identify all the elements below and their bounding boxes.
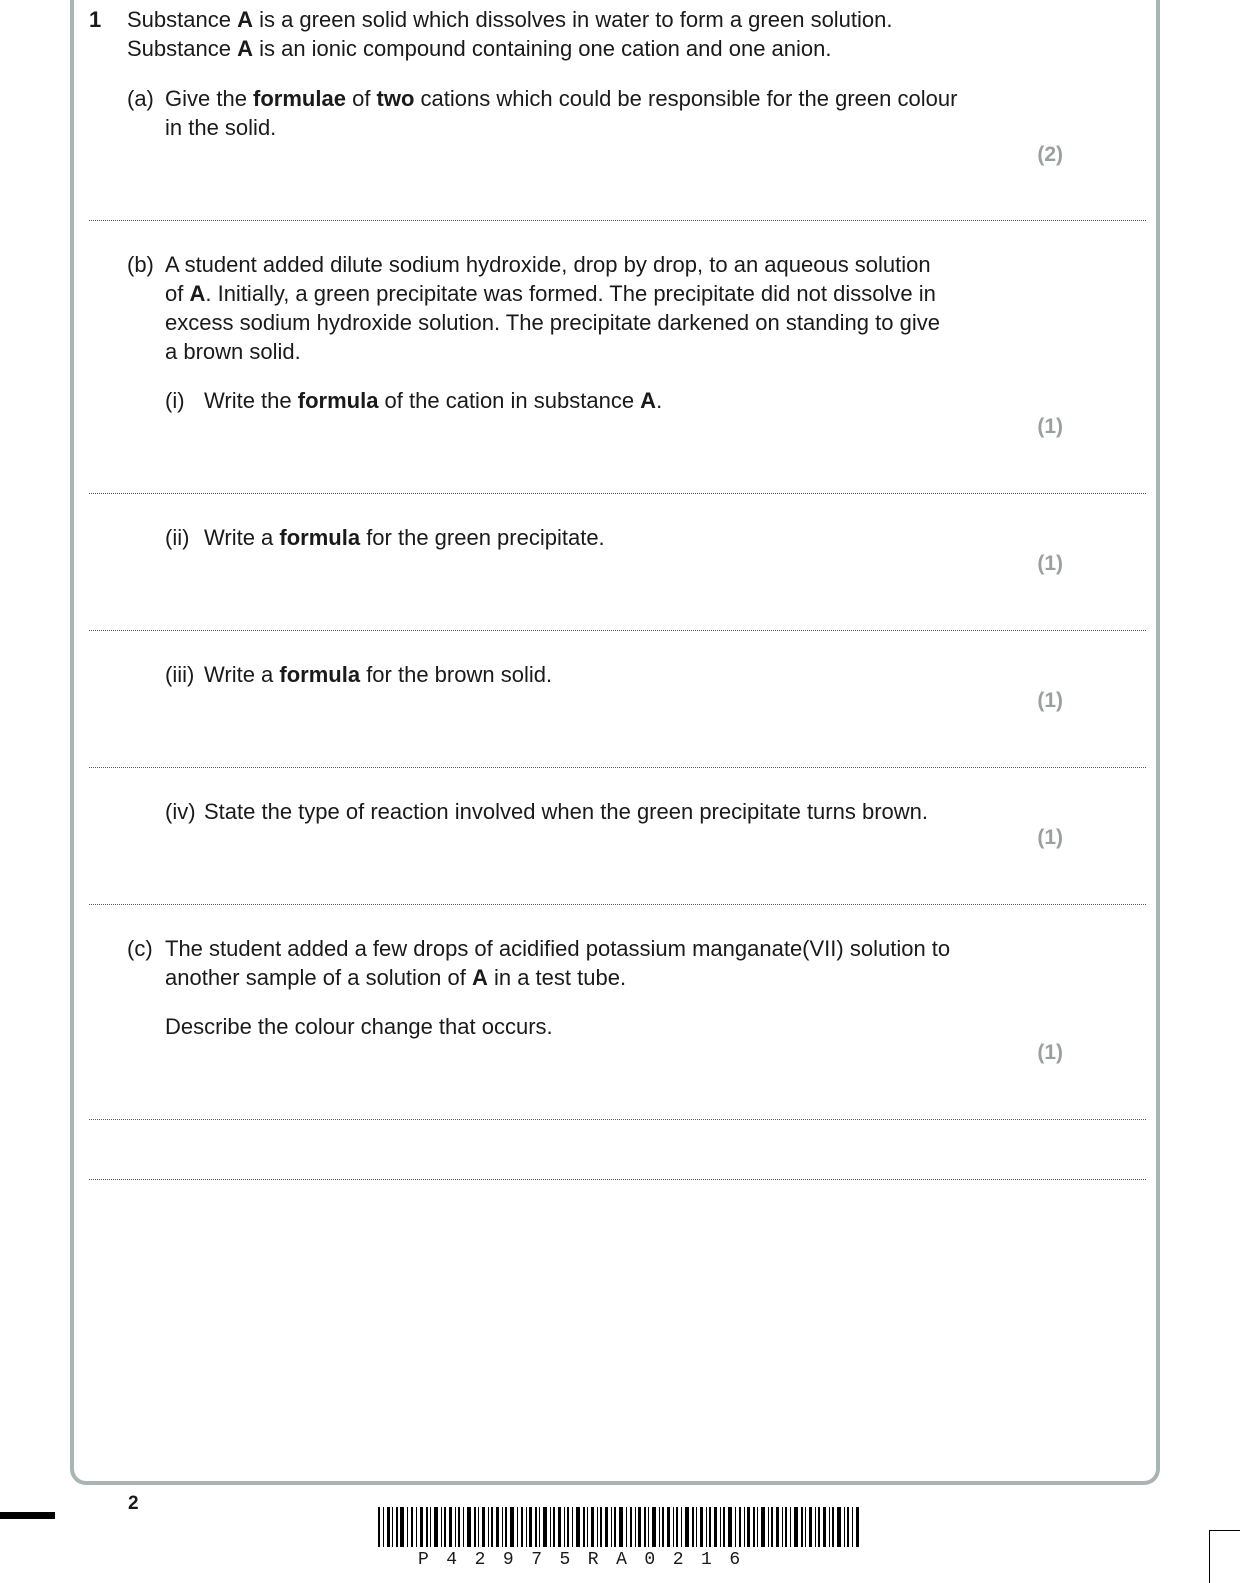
part-c-line1: The student added a few drops of acidified potassium manganate(VII) solution to xyxy=(165,936,951,961)
answer-line-c-1[interactable] xyxy=(89,1119,1146,1120)
answer-line-c-2[interactable] xyxy=(89,1179,1146,1180)
part-b-ii-label: (ii) xyxy=(165,525,190,550)
part-c-line3: Describe the colour change that occurs. xyxy=(165,1014,553,1039)
part-b-iv-label: (iv) xyxy=(165,799,196,824)
part-b-iii-label: (iii) xyxy=(165,662,195,687)
page-number: 2 xyxy=(128,1493,139,1514)
crop-mark xyxy=(1209,1530,1240,1583)
question-frame xyxy=(70,0,1160,1485)
part-b-line4: a brown solid. xyxy=(165,339,301,364)
part-b-i-marks: (1) xyxy=(1037,415,1063,438)
part-b-ii-marks: (1) xyxy=(1037,552,1063,575)
answer-line-b-iv[interactable] xyxy=(89,904,1146,905)
answer-line-b-iii[interactable] xyxy=(89,767,1146,768)
part-a-line2: in the solid. xyxy=(165,115,277,140)
part-a-marks: (2) xyxy=(1037,143,1063,166)
part-b-iv-text: State the type of reaction involved when the green precipitate turns brown. xyxy=(204,799,928,824)
part-b-line3: excess sodium hydroxide solution. The precipitate darkened on standing to give xyxy=(165,310,940,335)
margin-bar xyxy=(0,1512,55,1519)
part-b-iii-marks: (1) xyxy=(1037,689,1063,712)
part-a-line1: Give the formulae of two cations which could be responsible for the green colour xyxy=(165,86,958,111)
part-b-i-label: (i) xyxy=(165,388,185,413)
answer-line-a[interactable] xyxy=(89,220,1146,221)
question-intro-line1: Substance A is a green solid which dissolves in water to form a green solution. xyxy=(127,7,893,32)
part-c-label: (c) xyxy=(127,936,153,961)
part-c-marks: (1) xyxy=(1037,1041,1063,1064)
part-b-line2: of A. Initially, a green precipitate was formed. The precipitate did not dissolve in xyxy=(165,281,936,306)
question-number: 1 xyxy=(89,7,102,32)
part-b-iii-text: Write a formula for the brown solid. xyxy=(204,662,553,687)
part-b-iv-marks: (1) xyxy=(1037,826,1063,849)
part-c-line2: another sample of a solution of A in a test tube. xyxy=(165,965,627,990)
barcode-text: P42975RA0216 xyxy=(418,1550,758,1570)
part-a-label: (a) xyxy=(127,86,154,111)
barcode-icon xyxy=(378,1507,860,1547)
part-b-line1: A student added dilute sodium hydroxide, drop by drop, to an aqueous solution xyxy=(165,252,931,277)
answer-line-b-ii[interactable] xyxy=(89,630,1146,631)
question-intro-line2: Substance A is an ionic compound containing one cation and one anion. xyxy=(127,36,832,61)
part-b-i-text: Write the formula of the cation in substance A. xyxy=(204,388,663,413)
part-b-ii-text: Write a formula for the green precipitate. xyxy=(204,525,605,550)
answer-line-b-i[interactable] xyxy=(89,493,1146,494)
part-b-label: (b) xyxy=(127,252,154,277)
